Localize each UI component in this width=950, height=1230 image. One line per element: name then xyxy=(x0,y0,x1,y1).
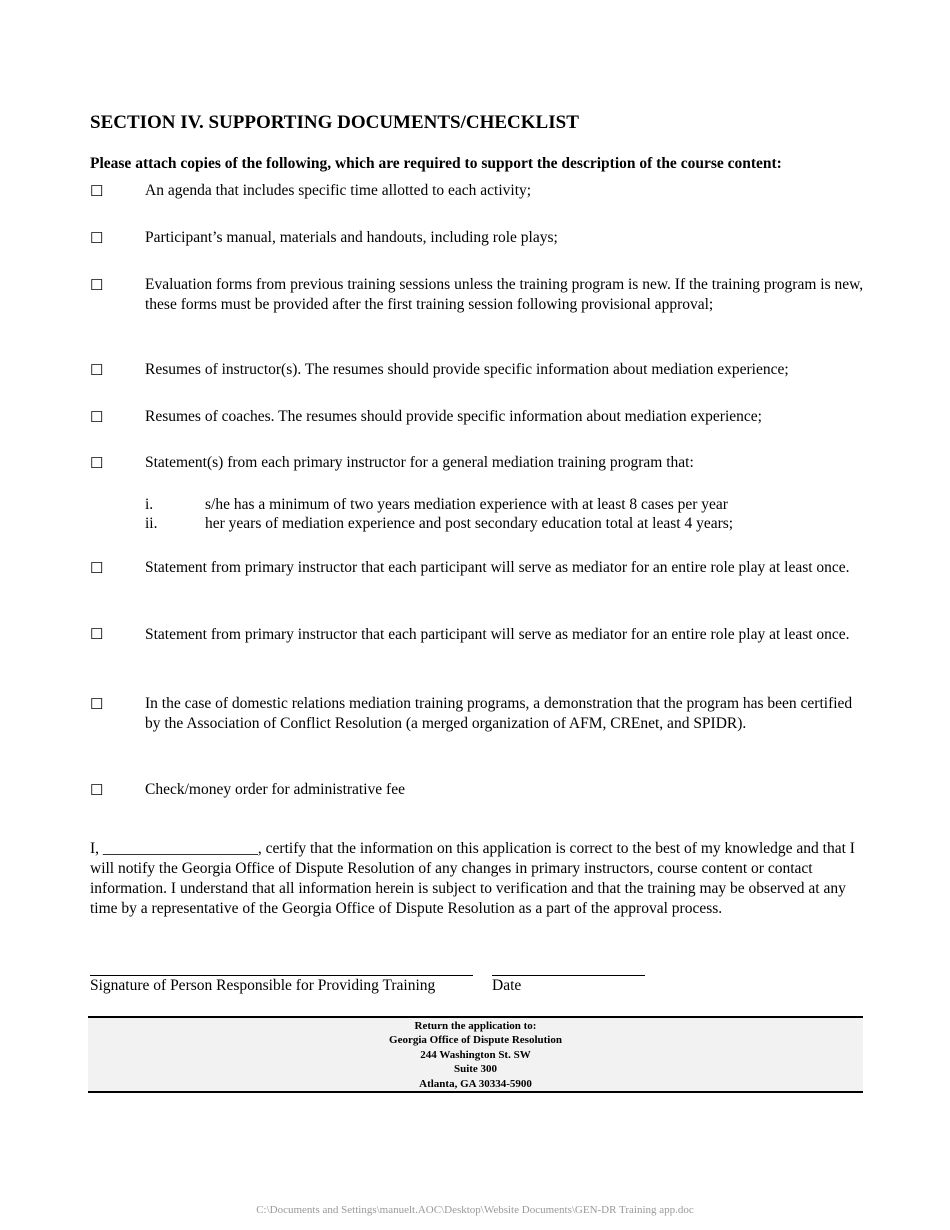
checkbox-icon[interactable]: ☐ xyxy=(90,278,104,294)
return-suite: Suite 300 xyxy=(453,1063,498,1076)
checkbox-icon[interactable]: ☐ xyxy=(90,561,104,577)
date-label: Date xyxy=(492,977,522,994)
certification-statement: I, ____________________, certify that the information on this application is correct to the best of my knowledge and that I will notify the Georgia Office of Dispute Resolution of any changes in primary instructors, course content or contact information. I understand that all information herein is subject to verification and that the training may be observed at any time by a representative of the Georgia Office of Dispute Resolution as a part of the approval process. xyxy=(90,840,855,917)
checklist-intro: Please attach copies of the following, which are required to support the description of the course content: xyxy=(90,155,782,172)
subitem-text: her years of mediation experience and post secondary education total at least 4 years; xyxy=(205,515,734,532)
return-org: Georgia Office of Dispute Resolution xyxy=(389,1034,562,1047)
section-title: SECTION IV. SUPPORTING DOCUMENTS/CHECKLIST xyxy=(90,112,579,133)
checklist-item-coach-resumes: Resumes of coaches. The resumes should provide specific information about mediation experience; xyxy=(145,408,762,425)
return-city: Atlanta, GA 30334-5900 xyxy=(419,1077,532,1090)
checklist-item-fee: Check/money order for administrative fee xyxy=(145,781,405,798)
checklist-item-evaluation-forms: Evaluation forms from previous training sessions unless the training program is new. If the training program is new, these forms must be provided after the first training session following provisional approval; xyxy=(145,276,864,313)
checklist-item-domestic-relations: In the case of domestic relations mediation training programs, a demonstration that the program has been certified by the Association of Conflict Resolution (a merged organization of AFM, CREnet, and SPIDR). xyxy=(145,695,853,732)
checklist-item-agenda: An agenda that includes specific time allotted to each activity; xyxy=(145,182,532,199)
return-address-box xyxy=(88,1016,863,1093)
checkbox-icon[interactable]: ☐ xyxy=(90,627,104,643)
subitem-text: s/he has a minimum of two years mediation experience with at least 8 cases per year xyxy=(205,496,728,513)
checkbox-icon[interactable]: ☐ xyxy=(90,783,104,799)
date-line[interactable] xyxy=(492,975,645,976)
signature-line[interactable] xyxy=(90,975,473,976)
checkbox-icon[interactable]: ☐ xyxy=(90,363,104,379)
footer-file-path: C:\Documents and Settings\manuelt.AOC\Desktop\Website Documents\GEN-DR Training app.doc xyxy=(256,1204,694,1216)
checklist-item-role-play-statement: Statement from primary instructor that each participant will serve as mediator for an entire role play at least once. xyxy=(145,559,850,576)
checkbox-icon[interactable]: ☐ xyxy=(90,410,104,426)
signature-label: Signature of Person Responsible for Providing Training xyxy=(90,977,436,994)
checkbox-icon[interactable]: ☐ xyxy=(90,231,104,247)
checkbox-icon[interactable]: ☐ xyxy=(90,184,104,200)
subitem-number: ii. xyxy=(145,515,158,532)
checklist-item-role-play-statement-2: Statement from primary instructor that each participant will serve as mediator for an entire role play at least once. xyxy=(145,626,850,643)
return-street: 244 Washington St. SW xyxy=(420,1048,531,1061)
checkbox-icon[interactable]: ☐ xyxy=(90,456,104,472)
checklist-item-instructor-statement: Statement(s) from each primary instructor for a general mediation training program that: xyxy=(145,454,694,471)
checkbox-icon[interactable]: ☐ xyxy=(90,697,104,713)
return-heading: Return the application to: xyxy=(414,1020,537,1032)
checklist-item-manual: Participant’s manual, materials and handouts, including role plays; xyxy=(145,229,558,246)
checklist-item-instructor-resumes: Resumes of instructor(s). The resumes should provide specific information about mediation experience; xyxy=(145,361,789,378)
subitem-number: i. xyxy=(145,496,154,513)
